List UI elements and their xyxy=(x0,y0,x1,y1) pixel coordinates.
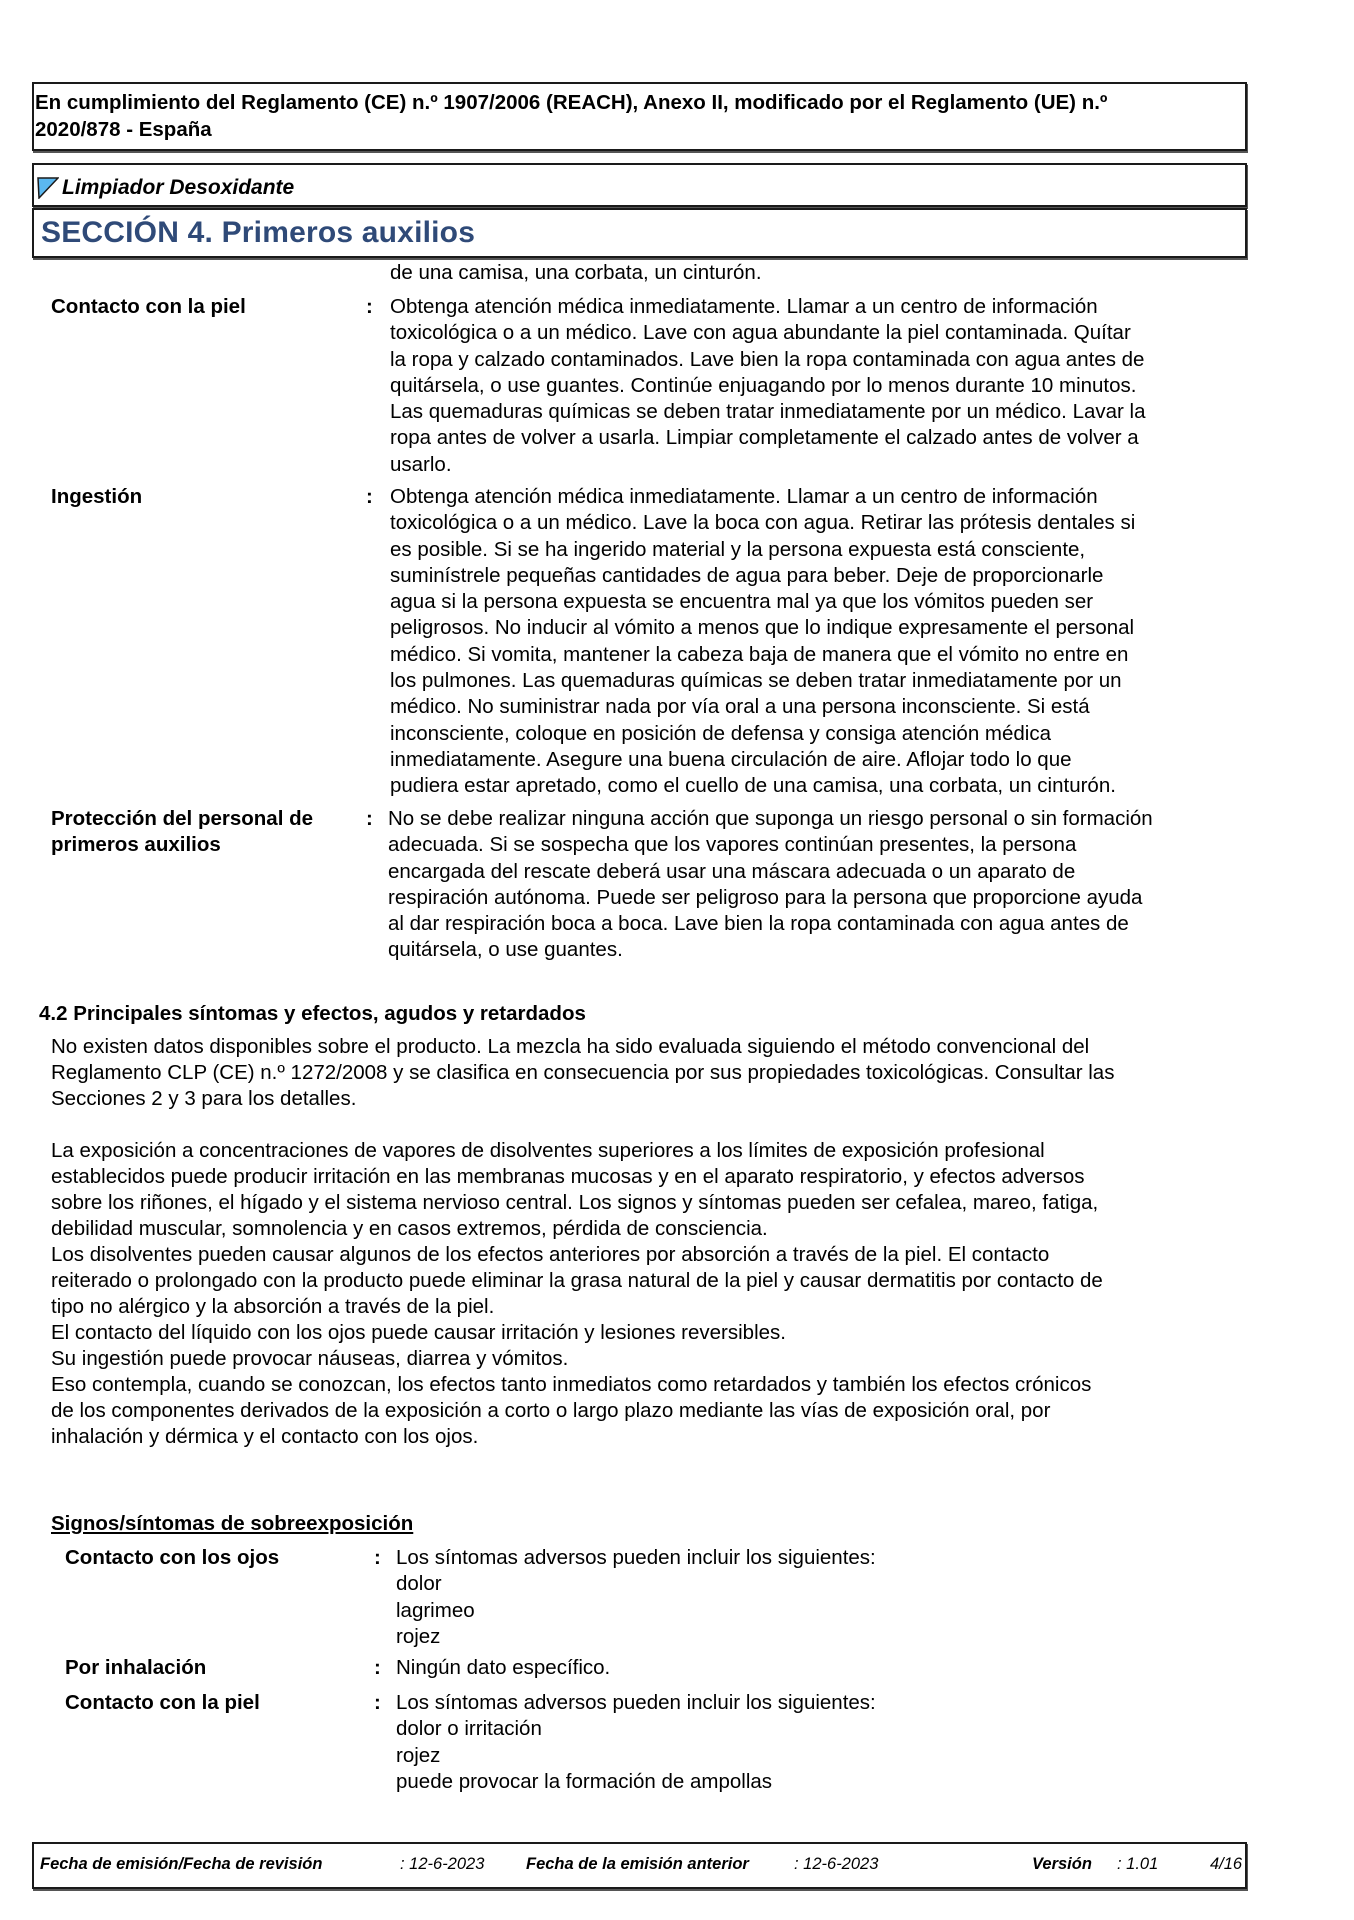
issue-date-value: : 12-6-2023 xyxy=(400,1855,485,1873)
value-line: Las quemaduras químicas se deben tratar inmediatamente por un médico. Lavar la xyxy=(390,400,1146,424)
value-line: la ropa y calzado contaminados. Lave bien la ropa contaminada con agua antes de xyxy=(390,347,1145,371)
value-line: Obtenga atención médica inmediatamente. Llamar a un centro de información xyxy=(390,485,1098,508)
item-colon: : xyxy=(366,807,373,830)
regulation-text-line2: 2020/878 - España xyxy=(35,118,212,141)
value-line: inconsciente, coloque en posición de defensa y consiga atención médica xyxy=(390,721,1051,745)
item-label-line: Protección del personal de xyxy=(51,807,314,830)
product-header xyxy=(32,163,1247,207)
para-line: reiterado o prolongado con la producto puede eliminar la grasa natural de la piel y causar dermatitis por contacto de xyxy=(51,1269,1103,1292)
item-value xyxy=(396,1545,876,1650)
value-line: los pulmones. Las quemaduras químicas se deben tratar inmediatamente por un xyxy=(390,669,1122,693)
para-line: Reglamento CLP (CE) n.º 1272/2008 y se clasifica en consecuencia por sus propiedades toxicológicas. Consultar las xyxy=(51,1061,1115,1084)
section-title: SECCIÓN 4. Primeros auxilios xyxy=(41,216,476,249)
product-name: Limpiador Desoxidante xyxy=(62,176,295,199)
continuation-text: de una camisa, una corbata, un cinturón. xyxy=(390,261,762,284)
value-line: suminístrele pequeñas cantidades de agua para beber. Deje de proporcionarle xyxy=(390,563,1104,587)
para-line: sobre los riñones, el hígado y el sistema nervioso central. Los signos y síntomas pueden ser cefalea, mareo, fatiga, xyxy=(51,1191,1099,1214)
version-value: : 1.01 xyxy=(1117,1855,1159,1873)
value-line: lagrimeo xyxy=(396,1598,475,1622)
para-line: La exposición a concentraciones de vapores de disolventes superiores a los límites de exposición profesional xyxy=(51,1139,1045,1162)
regulation-header xyxy=(32,82,1247,151)
value-line: rojez xyxy=(396,1624,441,1648)
value-line: pudiera estar apretado, como el cuello de una camisa, una corbata, un cinturón. xyxy=(390,774,1116,798)
item-value xyxy=(390,484,1135,800)
value-line: al dar respiración boca a boca. Lave bien la ropa contaminada con agua antes de xyxy=(388,912,1129,936)
value-line: rojez xyxy=(396,1743,441,1767)
para-line: No existen datos disponibles sobre el producto. La mezcla ha sido evaluada siguiendo el método convencional del xyxy=(51,1035,1090,1058)
item-colon: : xyxy=(374,1546,381,1569)
item-value xyxy=(390,294,1146,478)
value-line: Los síntomas adversos pueden incluir los siguientes: xyxy=(396,1546,876,1569)
value-line: agua si la persona expuesta se encuentra mal ya que los vómitos pueden ser xyxy=(390,590,1094,614)
footer xyxy=(32,1842,1247,1889)
flag-corner-icon xyxy=(37,177,59,199)
value-line: toxicológica o a un médico. Lave con agua abundante la piel contaminada. Quítar xyxy=(390,321,1131,345)
value-line: No se debe realizar ninguna acción que suponga un riesgo personal o sin formación xyxy=(388,807,1153,830)
item-colon: : xyxy=(366,295,373,318)
value-line: Los síntomas adversos pueden incluir los siguientes: xyxy=(396,1691,876,1714)
item-label: Ingestión xyxy=(51,485,143,508)
value-line: ropa antes de volver a usarla. Limpiar completamente el calzado antes de volver a xyxy=(390,426,1139,450)
subsection-heading: 4.2 Principales síntomas y efectos, agudos y retardados xyxy=(39,1002,586,1025)
issue-date-label: Fecha de emisión/Fecha de revisión xyxy=(40,1855,323,1873)
item-colon: : xyxy=(374,1691,381,1714)
symptoms-paragraph-2 xyxy=(51,1138,1261,1450)
para-line: Secciones 2 y 3 para los detalles. xyxy=(51,1087,357,1110)
item-label xyxy=(51,806,313,858)
item-colon: : xyxy=(374,1656,381,1679)
section-title-box xyxy=(32,208,1247,258)
symptoms-paragraph-1 xyxy=(51,1034,1261,1112)
value-line: dolor xyxy=(396,1572,442,1596)
value-line: peligrosos. No inducir al vómito a menos que lo indique expresamente el personal xyxy=(390,616,1135,640)
item-label: Contacto con la piel xyxy=(65,1691,260,1714)
item-colon: : xyxy=(366,485,373,508)
regulation-text: En cumplimiento del Reglamento (CE) n.º 1907/2006 (REACH), Anexo II, modificado por el Reglamento (UE) n.º xyxy=(35,91,1108,114)
value-line: quitársela, o use guantes. xyxy=(388,938,623,962)
para-line: inhalación y dérmica y el contacto con los ojos. xyxy=(51,1425,479,1448)
value-line: quitársela, o use guantes. Continúe enjuagando por lo menos durante 10 minutos. xyxy=(390,373,1137,397)
value-line: toxicológica o a un médico. Lave la boca con agua. Retirar las prótesis dentales si xyxy=(390,511,1136,535)
para-line: debilidad muscular, somnolencia y en casos extremos, pérdida de consciencia. xyxy=(51,1217,768,1240)
item-label: Por inhalación xyxy=(65,1656,207,1679)
para-line: de los componentes derivados de la exposición a corto o largo plazo mediante las vías de exposición oral, por xyxy=(51,1399,1051,1422)
para-line: El contacto del líquido con los ojos puede causar irritación y lesiones reversibles. xyxy=(51,1321,786,1344)
value-line: puede provocar la formación de ampollas xyxy=(396,1769,773,1793)
para-line: Los disolventes pueden causar algunos de los efectos anteriores por absorción a través de la piel. El contacto xyxy=(51,1243,1050,1266)
item-label-line: primeros auxilios xyxy=(51,833,221,856)
overexposure-heading: Signos/síntomas de sobreexposición xyxy=(51,1512,414,1535)
para-line: establecidos puede producir irritación en las membranas mucosas y en el aparato respiratorio, y efectos adversos xyxy=(51,1165,1085,1188)
para-line: Eso contempla, cuando se conozcan, los efectos tanto inmediatos como retardados y también los efectos crónicos xyxy=(51,1373,1092,1396)
value-line: dolor o irritación xyxy=(396,1717,542,1741)
item-value xyxy=(396,1690,876,1795)
value-line: encargada del rescate deberá usar una máscara adecuada o un aparato de xyxy=(388,859,1076,883)
value-line: Obtenga atención médica inmediatamente. Llamar a un centro de información xyxy=(390,295,1098,318)
previous-date-label: Fecha de la emisión anterior xyxy=(526,1855,749,1873)
value-line: Ningún dato específico. xyxy=(396,1656,611,1679)
page-number: 4/16 xyxy=(1210,1855,1243,1873)
value-line: inmediatamente. Asegure una buena circulación de aire. Aflojar todo lo que xyxy=(390,747,1072,771)
item-label: Contacto con los ojos xyxy=(65,1546,280,1569)
item-value xyxy=(396,1655,610,1681)
version-label: Versión xyxy=(1032,1855,1092,1873)
previous-date-value: : 12-6-2023 xyxy=(794,1855,879,1873)
item-value xyxy=(388,806,1153,964)
value-line: adecuada. Si se sospecha que los vapores continúan presentes, la persona xyxy=(388,833,1077,857)
value-line: médico. Si vomita, mantener la cabeza baja de manera que el vómito no entre en xyxy=(390,642,1129,666)
value-line: es posible. Si se ha ingerido material y la persona expuesta está consciente, xyxy=(390,537,1086,561)
value-line: respiración autónoma. Puede ser peligroso para la persona que proporcione ayuda xyxy=(388,885,1143,909)
item-label: Contacto con la piel xyxy=(51,295,246,318)
para-line: Su ingestión puede provocar náuseas, diarrea y vómitos. xyxy=(51,1347,569,1370)
value-line: usarlo. xyxy=(390,452,452,476)
para-line: tipo no alérgico y la absorción a través de la piel. xyxy=(51,1295,495,1318)
value-line: médico. No suministrar nada por vía oral a una persona inconsciente. Si está xyxy=(390,695,1090,719)
